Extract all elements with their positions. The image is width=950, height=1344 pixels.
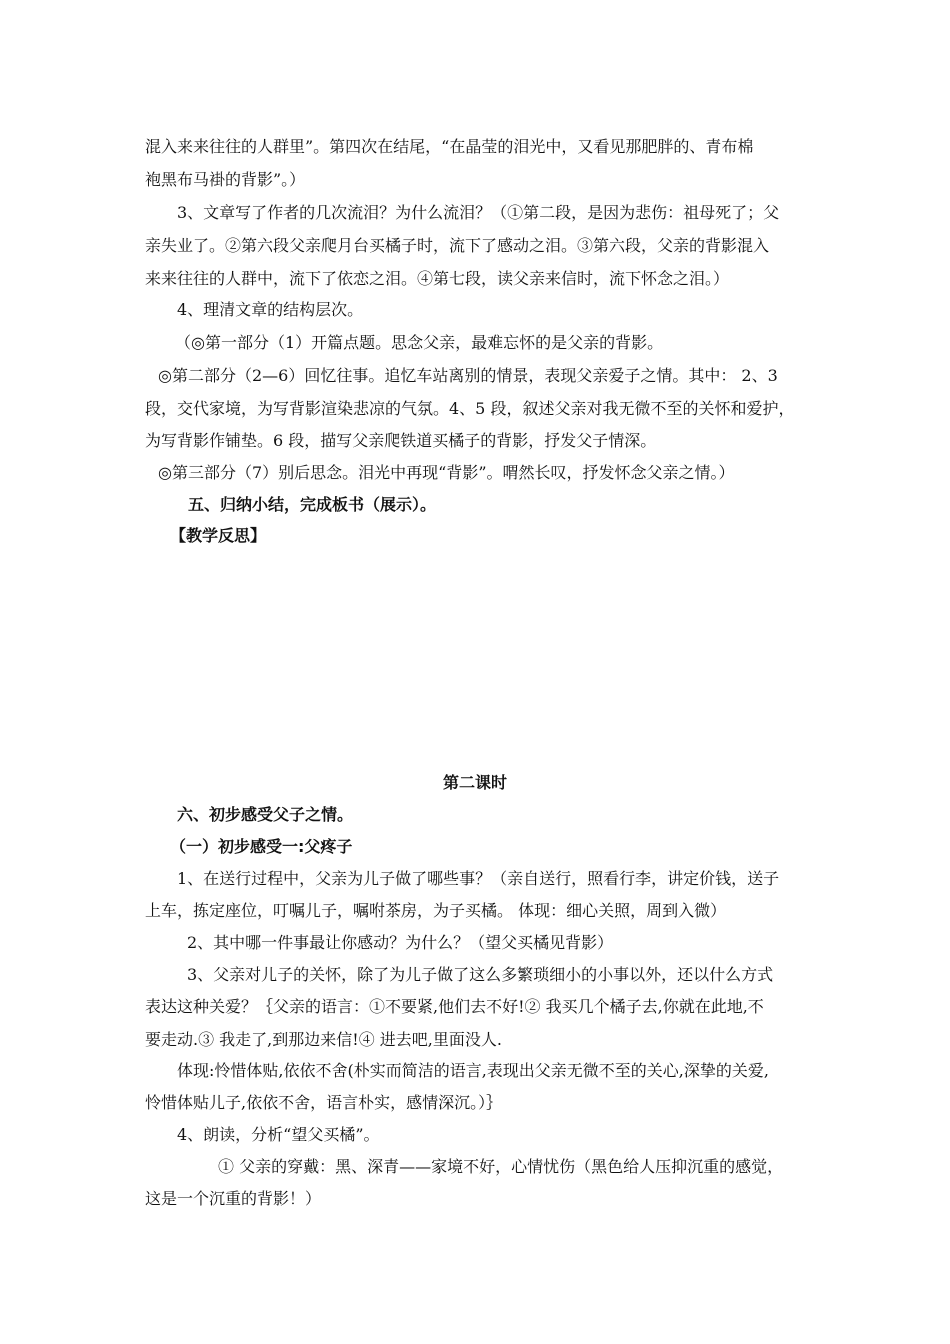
paragraph-line: 袍黑布马褂的背影”。）	[145, 170, 306, 189]
paragraph-line: 为写背影作铺垫。6 段，描写父亲爬铁道买橘子的背影，抒发父子情深。	[145, 431, 657, 450]
paragraph-line: ◎第三部分（7）别后思念。泪光中再现“背影”。喟然长叹，抒发怀念父亲之情。）	[158, 463, 735, 482]
paragraph-line: （◎第一部分（1）开篇点题。思念父亲，最难忘怀的是父亲的背影。	[175, 333, 664, 352]
paragraph-line: 这是一个沉重的背影！）	[145, 1189, 322, 1208]
paragraph-line: 2、其中哪一件事最让你感动？为什么？（望父买橘见背影）	[187, 933, 614, 952]
paragraph-line: 上车，拣定座位，叮嘱儿子，嘱咐茶房，为子买橘。 体现：细心关照，周到入微）	[145, 901, 727, 920]
lesson-title: 第二课时	[442, 773, 507, 792]
paragraph-line: 3、父亲对儿子的关怀，除了为儿子做了这么多繁琐细小的小事以外，还以什么方式	[187, 965, 774, 984]
paragraph-line: ◎第二部分（2—6）回忆往事。追忆车站离别的情景，表现父亲爱子之情。其中： 2、3	[158, 366, 778, 385]
paragraph-line: 混入来来往往的人群里”。第四次在结尾，“在晶莹的泪光中，又看见那肥胖的、青布棉	[145, 137, 754, 156]
reflection-heading: 【教学反思】	[170, 526, 267, 545]
section-heading: 五、归纳小结，完成板书（展示）。	[188, 495, 437, 514]
paragraph-line: 怜惜体贴儿子,依依不舍，语言朴实，感情深沉。）｝	[145, 1093, 503, 1112]
paragraph-line: 表达这种关爱？｛父亲的语言：①不要紧,他们去不好!② 我买几个橘子去,你就在此地,不	[145, 997, 764, 1016]
section-heading: 六、初步感受父子之情。	[177, 805, 354, 824]
paragraph-line: 1、在送行过程中，父亲为儿子做了哪些事？（亲自送行，照看行李，讲定价钱，送子	[177, 869, 780, 888]
paragraph-line: 要走动.③ 我走了,到那边来信!④ 进去吧,里面没人.	[145, 1030, 502, 1049]
subsection-heading: （一）初步感受一:父疼子	[170, 837, 353, 856]
paragraph-line: 3、文章写了作者的几次流泪？为什么流泪？（①第二段，是因为悲伤：祖母死了；父	[177, 203, 780, 222]
paragraph-line: 4、朗读，分析“望父买橘”。	[177, 1125, 380, 1144]
paragraph-line: 体现:怜惜体贴,依依不舍(朴实而简洁的语言,表现出父亲无微不至的关心,深挚的关爱,	[177, 1061, 769, 1080]
paragraph-line: ① 父亲的穿戴：黑、深青——家境不好，心情忧伤（黑色给人压抑沉重的感觉，	[218, 1157, 784, 1176]
paragraph-line: 4、理清文章的结构层次。	[177, 300, 364, 319]
paragraph-line: 来来往往的人群中，流下了依恋之泪。④第七段，读父亲来信时，流下怀念之泪。）	[145, 269, 730, 288]
paragraph-line: 段，交代家境，为写背影渲染悲凉的气氛。4、5 段，叙述父亲对我无微不至的关怀和爱护，	[145, 399, 795, 418]
paragraph-line: 亲失业了。②第六段父亲爬月台买橘子时，流下了感动之泪。③第六段，父亲的背影混入	[145, 236, 770, 255]
